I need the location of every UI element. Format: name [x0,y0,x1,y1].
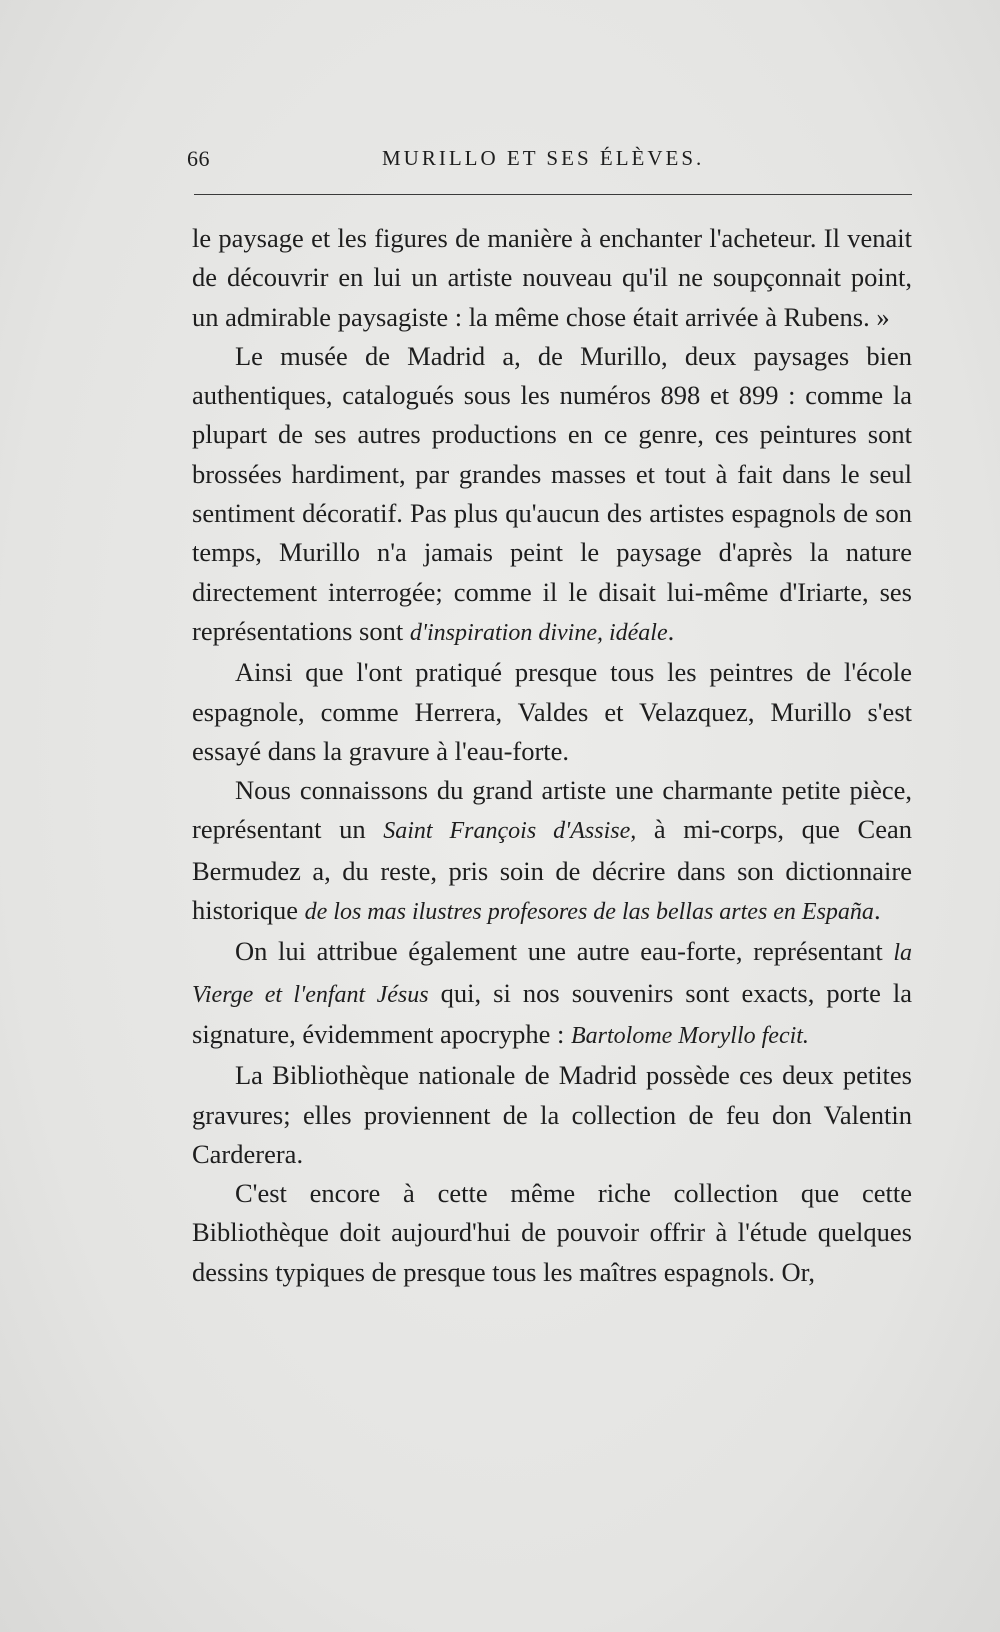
paragraph-1: le paysage et les figures de manière à enchanter l'acheteur. Il venait de découvrir en lui un artiste nouveau qu'il ne soupçonnait point, un admirable paysagiste : la même chose était arrivée à Rubens. » [192,223,912,332]
paragraph-7: C'est encore à cette même riche collection que cette Bibliothèque doit aujourd'hui de pouvoir offrir à l'étude quelques dessins typiques de presque tous les maîtres espagnols. Or, [192,1178,912,1287]
paragraph-5 [192,932,912,1056]
paragraph-5-italic-2: Bartolome Moryllo fecit. [570,1022,809,1049]
paragraph-6: La Bibliothèque nationale de Madrid possède ces deux petites gravures; elles proviennent de la collection de feu don Valentin Carderera. [192,1060,912,1169]
paragraph-5-text-a: On lui attribue également une autre eau-forte, représentant [235,936,894,967]
paragraph-4-text-b: à mi-corps, que Cean Bermudez a, du reste, pris soin de décrire dans son dictionnaire historique [192,814,912,926]
paragraph-5-italic-1: la Vierge et l'enfant Jésus [192,940,912,1008]
body-text [192,219,912,1292]
paragraph-4-italic-1: Saint François d'Assise, [383,818,637,845]
running-head [187,146,914,176]
paragraph-4-text-a: Nous connaissons du grand artiste une charmante petite pièce, représentant un [192,775,912,845]
running-title: MURILLO ET SES ÉLÈVES. [382,146,705,170]
page-number: 66 [187,146,210,171]
paragraph-2-italic: d'inspiration divine, idéale [409,619,668,646]
paragraph-4-end: . [873,895,881,926]
paragraph-4-italic-2: de los mas ilustres profesores de las bellas artes en España [304,899,874,926]
paragraph-3: Ainsi que l'ont pratiqué presque tous les peintres de l'école espagnole, comme Herrera, Valdes et Velazquez, Murillo s'est essayé dans la gravure à l'eau-forte. [192,657,912,766]
paragraph-4 [192,771,912,932]
paragraph-2 [192,337,912,653]
header-rule [194,194,912,195]
paragraph-2-end: . [667,615,675,646]
paragraph-2-text: Le musée de Madrid a, de Murillo, deux paysages bien authentiques, catalogués sous les numéros 898 et 899 : comme la plupart de ses autres productions en ce genre, ces peintures sont brossées hardiment, par grandes masses et tout à fait dans le seul sentiment décoratif. Pas plus qu'aucun des artistes espagnols de son temps, Murillo n'a jamais peint le paysage d'après la nature directement interrogée; comme il le disait lui-même d'Iriarte, ses représentations sont [192,340,912,646]
paragraph-5-text-b: qui, si nos souvenirs sont exacts, porte la signature, évidemment apocryphe : [192,977,912,1049]
